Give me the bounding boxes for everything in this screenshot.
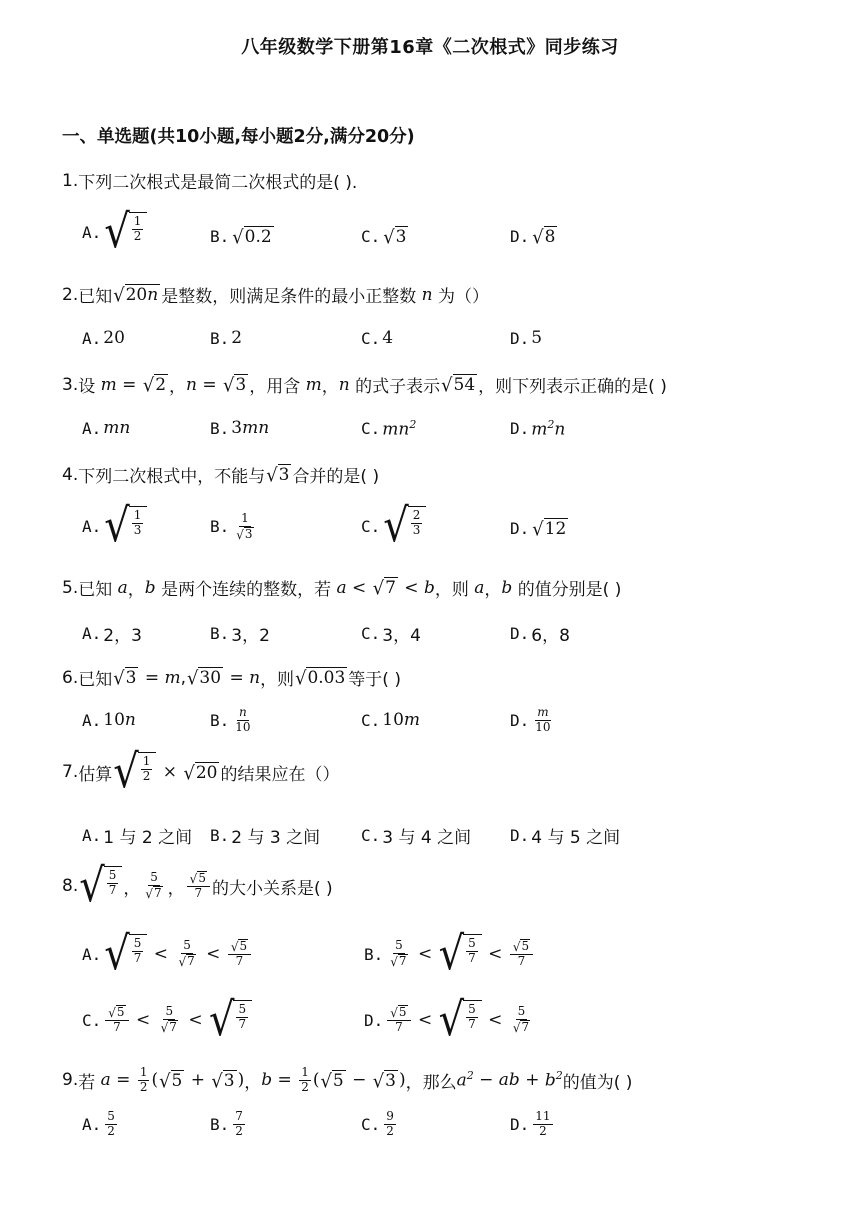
q6-option-d[interactable]: D. $\frac{m}{10}$: [510, 705, 551, 734]
q3-option-c[interactable]: C. $mn^2$: [361, 418, 417, 440]
q7-option-b[interactable]: B. 2 与 3 之间: [210, 826, 321, 848]
q1-option-a[interactable]: A. √ $\frac{1}{2}$: [82, 212, 148, 252]
q1-option-d[interactable]: D. √ 8: [510, 226, 556, 249]
q5-option-a[interactable]: A. 2，3: [82, 624, 142, 646]
page-title: 八年级数学下册第16章《二次根式》同步练习: [241, 37, 619, 58]
q3-option-a[interactable]: A. mn: [82, 418, 131, 438]
question-5: 5. 已知 a ， b 是两个连续的整数，若 a < √ 7 < b ，则 a ， b 的值分别是( ): [62, 577, 622, 600]
question-9: 9. 若 a = $\frac{1}{2}$ ( √ 5 + √ 3 ) ， b = $\frac{1}{2}$ ( √ 5 − √ 3 ) ，那么 $a^2$ − ab + $b^2$ 的值为( ): [62, 1065, 633, 1094]
question-2: 2. 已知 √ 20n 是整数，则满足条件的最小正整数 n 为（）: [62, 284, 489, 307]
q2-option-d[interactable]: D. 5: [510, 328, 543, 348]
q8-option-a[interactable]: A. √ $\frac{5}{7}$ < 5 √ 7 < √ 5 7: [82, 934, 253, 974]
q9-option-c[interactable]: C. $\frac{9}{2}$: [361, 1109, 394, 1138]
question-6: 6. 已知 √ 3 = m , √ 30 = n ，则 √ 0.03 等于( ): [62, 667, 401, 690]
q9-option-d[interactable]: D. $\frac{11}{2}$: [510, 1109, 551, 1138]
q1-option-c[interactable]: C. √ 3: [361, 226, 407, 249]
question-1: [62, 168, 357, 193]
q9-option-b[interactable]: B. $\frac{7}{2}$: [210, 1109, 243, 1138]
q4-option-b[interactable]: B. 1 √ 3: [210, 511, 253, 543]
q4-option-d[interactable]: D. √ 12: [510, 518, 567, 541]
q4-option-a[interactable]: A. √ $\frac{1}{3}$: [82, 506, 148, 546]
section-heading: 一、单选题(共10小题,每小题2分,满分20分): [62, 127, 415, 147]
q3-option-d[interactable]: D. $m^2n$: [510, 418, 566, 440]
question-8: 8. √ $\frac{5}{7}$ ， 5 √ 7 ， √ 5 7 的大小关系是( ): [62, 859, 333, 913]
q9-option-a[interactable]: A. $\frac{5}{2}$: [82, 1109, 115, 1138]
q7-option-c[interactable]: C. 3 与 4 之间: [361, 826, 472, 848]
question-text: 下列二次根式是最简二次根式的是( ).: [78, 173, 358, 193]
question-7: 7. 估算 √ $\frac{1}{2}$ × √ 20 的结果应在（）: [62, 745, 340, 799]
q7-option-d[interactable]: D. 4 与 5 之间: [510, 826, 621, 848]
q8-option-b[interactable]: B. 5 √ 7 < √ $\frac{5}{7}$ < √ 5 7: [364, 934, 535, 974]
q3-option-b[interactable]: B. 3 mn: [210, 418, 270, 438]
q5-option-c[interactable]: C. 3，4: [361, 624, 421, 646]
q2-option-b[interactable]: B. 2: [210, 328, 243, 348]
q2-option-c[interactable]: C. 4: [361, 328, 394, 348]
question-4: 4. 下列二次根式中，不能与 √ 3 合并的是( ): [62, 464, 380, 487]
sqrt-expression: √ $\frac{1}{2}$: [104, 212, 147, 252]
question-number: 1.: [62, 170, 79, 191]
q5-option-d[interactable]: D. 6，8: [510, 624, 570, 646]
q4-option-c[interactable]: C. √ $\frac{2}{3}$: [361, 506, 427, 546]
q6-option-c[interactable]: C. 10 m: [361, 710, 421, 730]
q8-option-c[interactable]: C. √ 5 7 < 5 √ 7 < √ $\frac{5}{7}$: [82, 1000, 253, 1040]
q8-option-d[interactable]: D. √ 5 7 < √ $\frac{5}{7}$ < 5 √ 7: [364, 993, 530, 1047]
q1-option-b[interactable]: B. √ 0.2: [210, 226, 272, 249]
q7-option-a[interactable]: A. 1 与 2 之间: [82, 826, 193, 848]
q6-option-b[interactable]: B. $\frac{n}{10}$: [210, 705, 251, 734]
q5-option-b[interactable]: B. 3，2: [210, 624, 270, 646]
q2-option-a[interactable]: A. 20: [82, 328, 125, 348]
question-3: 3. 设 m = √ 2 ， n = √ 3 ，用含 m ， n 的式子表示 √ 54 ，则下列表示正确的是( ): [62, 374, 667, 397]
q6-option-a[interactable]: A. 10 n: [82, 710, 136, 730]
